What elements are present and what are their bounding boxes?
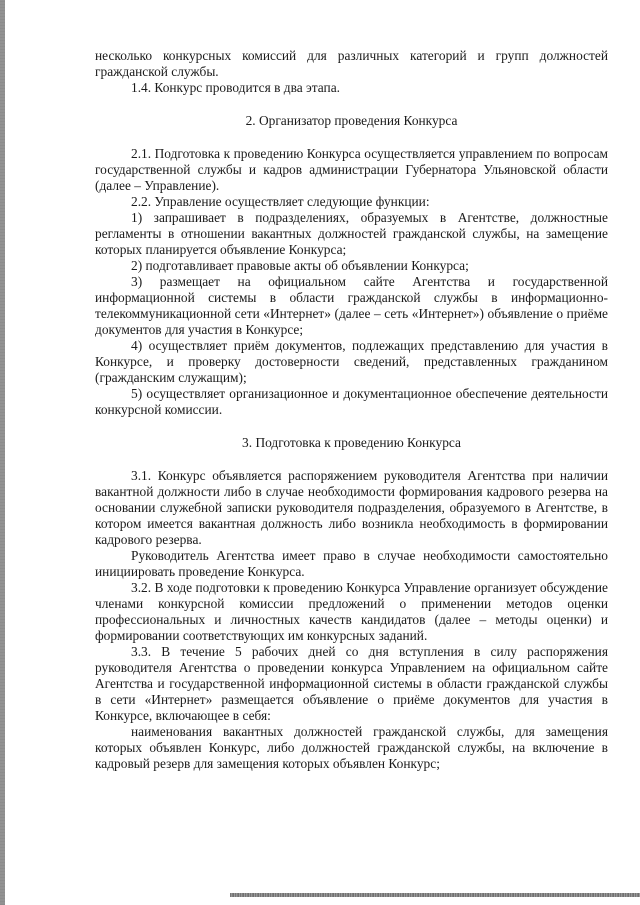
scan-bottom-edge xyxy=(230,893,640,897)
section-3-heading: 3. Подготовка к проведению Конкурса xyxy=(242,435,461,450)
paragraph-1-4: 1.4. Конкурс проводится в два этапа. xyxy=(131,80,341,95)
paragraph-3-1: 3.1. Конкурс объявляется распоряжением руководителя Агентства при наличии вакантной должности либо в случае необходимости формирования кадрового резерва на основании служебной записки руководителя подразделения, образуемого в Агентстве, в котором имеется вакантная должность либо возникла необходимость в формировании кадрового резерва. xyxy=(95,468,608,547)
scan-left-edge xyxy=(0,0,5,905)
list-item: 4) осуществляет приём документов, подлежащих представлению для участия в Конкурсе, и проверку достоверности сведений, представленных гражданином (гражданским служащим); xyxy=(95,338,608,385)
continuation-paragraph: несколько конкурсных комиссий для различных категорий и групп должностей гражданской службы. xyxy=(95,48,608,79)
section-2-heading: 2. Организатор проведения Конкурса xyxy=(245,113,458,128)
list-item: 3) размещает на официальном сайте Агентства и государственной информационной системы в области гражданской службы в информационно-телекоммуникационной сети «Интернет» (далее – сеть «Интернет») объявление о приёме документов для участия в Конкурсе; xyxy=(95,274,608,337)
document-page xyxy=(95,48,608,772)
paragraph-2-1: 2.1. Подготовка к проведению Конкурса осуществляется управлением по вопросам государственной службы и кадров администрации Губернатора Ульяновской области (далее – Управление). xyxy=(95,146,608,193)
paragraph-3-2: 3.2. В ходе подготовки к проведению Конкурса Управление организует обсуждение членами конкурсной комиссии предложений о применении методов оценки профессиональных и личностных качеств кандидатов (далее – методы оценки) и формировании соответствующих им конкурсных заданий. xyxy=(95,580,608,643)
paragraph-2-2: 2.2. Управление осуществляет следующие функции: xyxy=(131,194,430,209)
paragraph-3-1-continued: Руководитель Агентства имеет право в случае необходимости самостоятельно инициировать проведение Конкурса. xyxy=(95,548,608,579)
paragraph-3-3: 3.3. В течение 5 рабочих дней со дня вступления в силу распоряжения руководителя Агентства о проведении конкурса Управлением на официальном сайте Агентства и государственной информационной системы в области гражданской службы в сети «Интернет» размещается объявление о приёме документов для участия в Конкурсе, включающее в себя: xyxy=(95,644,608,723)
list-item: 2) подготавливает правовые акты об объявлении Конкурса; xyxy=(131,258,469,273)
list-item: 1) запрашивает в подразделениях, образуемых в Агентстве, должностные регламенты в отношении вакантных должностей гражданской службы, на замещение которых планируется объявление Конкурса; xyxy=(95,210,608,257)
paragraph-3-3-item: наименования вакантных должностей гражданской службы, для замещения которых объявлен Конкурс, либо должностей гражданской службы, на включение в кадровый резерв для замещения которых объявлен Конкурс; xyxy=(95,724,608,771)
list-item: 5) осуществляет организационное и документационное обеспечение деятельности конкурсной комиссии. xyxy=(95,386,608,417)
